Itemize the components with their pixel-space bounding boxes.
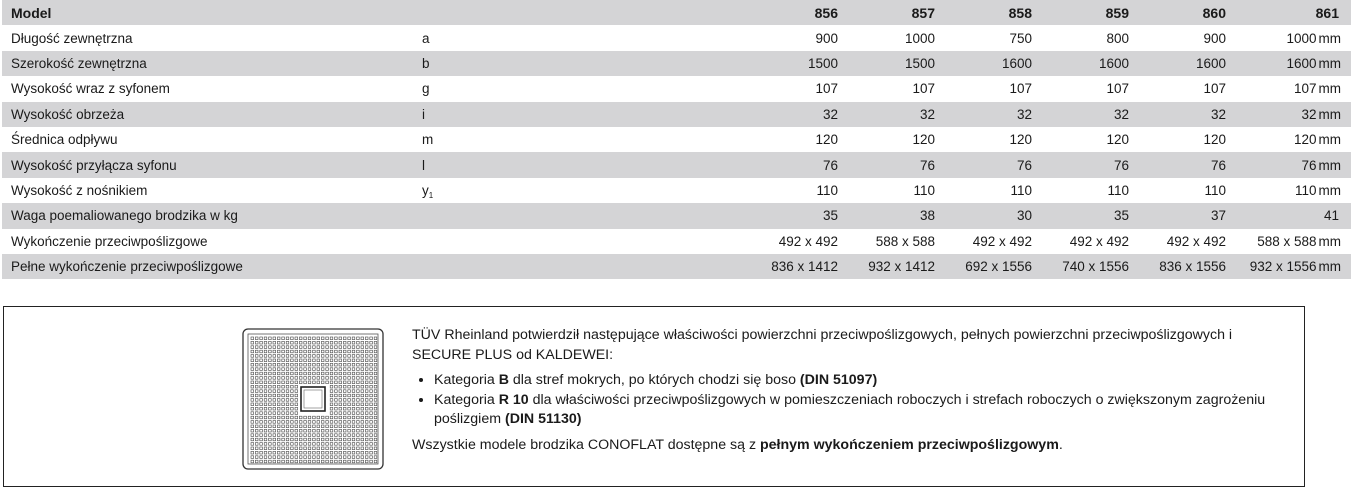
cell-value: 588 x 588 [839, 229, 936, 254]
row-symbol: a [422, 25, 742, 50]
cell-value: 32 [1130, 102, 1227, 127]
cell-value: 1600 [936, 51, 1033, 76]
cell-value: 1600 mm [1227, 51, 1351, 76]
cell-value: 32 [839, 102, 936, 127]
cell-value: 76 [1033, 152, 1130, 177]
cell-value: 110 [1033, 178, 1130, 203]
cell-value: 35 [742, 203, 839, 228]
cell-value: 800 [1033, 25, 1130, 50]
cell-value: 120 [742, 127, 839, 152]
cell-value: 76 mm [1227, 152, 1351, 177]
cell-value: 1600 [1130, 51, 1227, 76]
cell-value: 120 [936, 127, 1033, 152]
row-label: Szerokość zewnętrzna [2, 51, 422, 76]
cell-value: 120 mm [1227, 127, 1351, 152]
row-label: Długość zewnętrzna [2, 25, 422, 50]
table-row [2, 254, 1351, 279]
row-symbol: l [422, 152, 742, 177]
unit-label: mm [1318, 30, 1341, 46]
row-label: Wysokość przyłącza syfonu [2, 152, 422, 177]
spec-table [2, 0, 1351, 279]
cell-value: 492 x 492 [1033, 229, 1130, 254]
row-label: Pełne wykończenie przeciwpoślizgowe [2, 254, 422, 279]
unit-label: mm [1318, 182, 1341, 198]
cell-value: 32 [742, 102, 839, 127]
cell-value: 38 [839, 203, 936, 228]
cell-value: 120 [839, 127, 936, 152]
cell-value: 492 x 492 [742, 229, 839, 254]
anti-slip-tray-icon [242, 328, 384, 470]
row-symbol: i [422, 102, 742, 127]
table-row [2, 51, 1351, 76]
header-model: 861 [1227, 0, 1351, 25]
cell-value: 1500 [742, 51, 839, 76]
table-row [2, 203, 1351, 228]
unit-label: mm [1318, 55, 1341, 71]
cell-value: 32 [936, 102, 1033, 127]
row-symbol [422, 203, 742, 228]
cell-value: 900 [742, 25, 839, 50]
cell-value: 740 x 1556 [1033, 254, 1130, 279]
header-model: 858 [936, 0, 1033, 25]
row-symbol [422, 254, 742, 279]
cell-value: 492 x 492 [936, 229, 1033, 254]
cell-value: 107 [742, 76, 839, 101]
cell-value: 1000 [839, 25, 936, 50]
row-symbol: g [422, 76, 742, 101]
cell-value: 932 x 1556 mm [1227, 254, 1351, 279]
cell-value: 76 [839, 152, 936, 177]
row-label: Wysokość z nośnikiem [2, 178, 422, 203]
row-label: Wykończenie przeciwpoślizgowe [2, 229, 422, 254]
row-label: Waga poemaliowanego brodzika w kg [2, 203, 422, 228]
unit-label: mm [1318, 157, 1341, 173]
cell-value: 120 [1130, 127, 1227, 152]
cell-value: 110 [1130, 178, 1227, 203]
cell-value: 492 x 492 [1130, 229, 1227, 254]
table-row [2, 127, 1351, 152]
row-symbol: b [422, 51, 742, 76]
header-model: 856 [742, 0, 839, 25]
cell-value: 110 mm [1227, 178, 1351, 203]
cell-value: 836 x 1412 [742, 254, 839, 279]
table-row [2, 76, 1351, 101]
cell-value: 900 [1130, 25, 1227, 50]
cell-value: 932 x 1412 [839, 254, 936, 279]
cell-value: 107 [936, 76, 1033, 101]
cell-value: 110 [839, 178, 936, 203]
table-body [2, 25, 1351, 279]
header-model: 857 [839, 0, 936, 25]
cell-value: 107 [1130, 76, 1227, 101]
cell-value: 1600 [1033, 51, 1130, 76]
unit-label: mm [1318, 81, 1341, 97]
table-row [2, 102, 1351, 127]
cell-value: 836 x 1556 [1130, 254, 1227, 279]
unit-label: mm [1318, 132, 1341, 148]
table-row [2, 178, 1351, 203]
cell-value: 37 [1130, 203, 1227, 228]
cell-value: 120 [1033, 127, 1130, 152]
info-box [3, 306, 1305, 487]
cell-value: 750 [936, 25, 1033, 50]
cell-value: 1500 [839, 51, 936, 76]
row-symbol: $y_1$ [422, 178, 742, 203]
row-label: Wysokość wraz z syfonem [2, 76, 422, 101]
info-bullet: • Kategoria B dla stref mokrych, po których chodzi się boso (DIN 51097) [434, 371, 1292, 391]
header-model: 859 [1033, 0, 1130, 25]
unit-label: mm [1318, 233, 1341, 249]
cell-value: 30 [936, 203, 1033, 228]
unit-label: mm [1318, 259, 1341, 275]
row-label: Średnica odpływu [2, 127, 422, 152]
cell-value: 1000 mm [1227, 25, 1351, 50]
table-row [2, 152, 1351, 177]
cell-value: 76 [1130, 152, 1227, 177]
row-symbol [422, 229, 742, 254]
cell-value: 588 x 588 mm [1227, 229, 1351, 254]
header-symbol [422, 0, 742, 25]
info-list [412, 371, 1292, 430]
cell-value: 35 [1033, 203, 1130, 228]
info-bullet: • Kategoria R 10 dla właściwości przeciwpoślizgowych w pomieszczeniach roboczych i strefach roboczych o zwiększonym zagrożeniu poślizgiem (DIN 51130) [434, 391, 1292, 430]
cell-value: 32 [1033, 102, 1130, 127]
info-footer: Wszystkie modele brodzika CONOFLAT dostępne są z pełnym wykończeniem przeciwpoślizgowym. [412, 436, 1063, 453]
cell-value: 76 [742, 152, 839, 177]
cell-value: 110 [936, 178, 1033, 203]
row-symbol: m [422, 127, 742, 152]
cell-value: 107 [839, 76, 936, 101]
cell-value: 76 [936, 152, 1033, 177]
row-label: Wysokość obrzeża [2, 102, 422, 127]
header-label: Model [2, 0, 422, 25]
cell-value: 41 [1227, 203, 1351, 228]
cell-value: 32 mm [1227, 102, 1351, 127]
info-intro: TÜV Rheinland potwierdził następujące właściwości powierzchni przeciwpoślizgowych, pełnych powierzchni przeciwpoślizgowych i SECURE PLUS od KALDEWEI: [412, 327, 1233, 363]
cell-value: 107 mm [1227, 76, 1351, 101]
table-row [2, 229, 1351, 254]
table-row [2, 25, 1351, 50]
cell-value: 110 [742, 178, 839, 203]
info-text [412, 326, 1292, 455]
cell-value: 692 x 1556 [936, 254, 1033, 279]
table-header-row [2, 0, 1351, 25]
unit-label: mm [1318, 106, 1341, 122]
cell-value: 107 [1033, 76, 1130, 101]
header-model: 860 [1130, 0, 1227, 25]
